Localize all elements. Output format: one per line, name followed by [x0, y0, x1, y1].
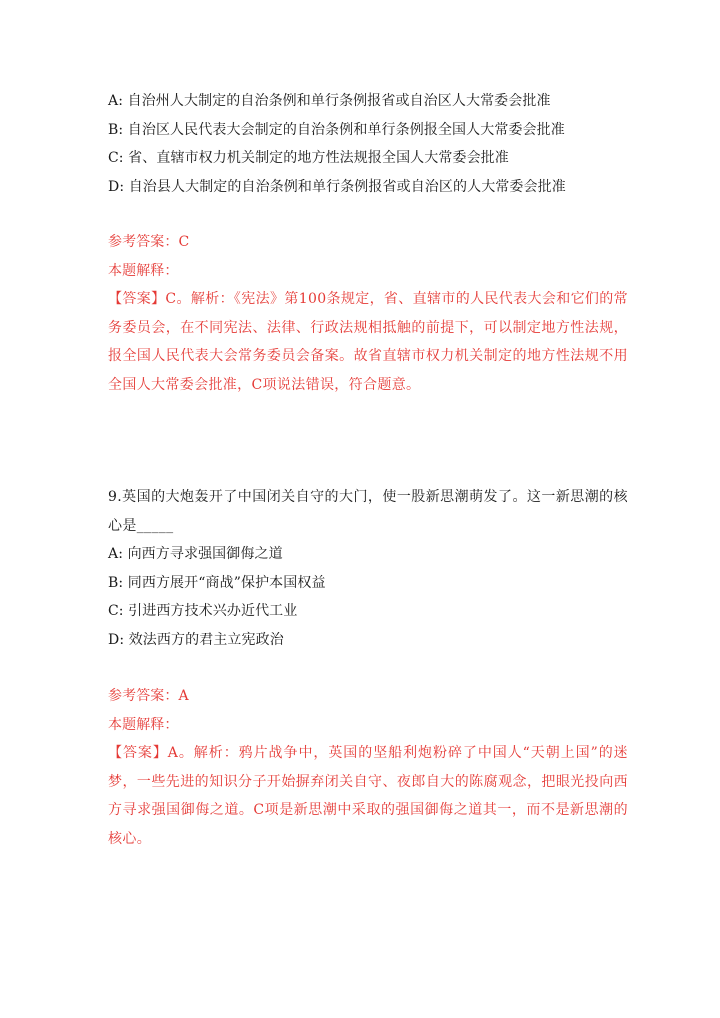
explanation-label: 本题解释：: [108, 262, 179, 279]
reference-answer: 参考答案：A: [108, 688, 189, 704]
question-9: [108, 483, 628, 654]
option-b: B: 自治区人民代表大会制定的自治条例和单行条例报全国人大常委会批准: [108, 121, 565, 138]
option-d: D: 效法西方的君主立宪政治: [108, 631, 284, 648]
explanation-label: 本题解释：: [108, 716, 179, 733]
answer-section-9: [108, 682, 628, 853]
explanation-text: 【答案】A。解析：鸦片战争中，英国的坚船利炮粉碎了中国人“天朝上国”的迷梦，一些先进的知识分子开始摒弃闭关自守、夜郎自大的陈腐观念，把眼光投向西方寻求强国御侮之道。C项是新思潮中采取的强国御侮之道其一，而不是新思潮的核心。: [108, 745, 628, 847]
reference-answer: 参考答案：C: [108, 234, 190, 250]
explanation-text: 【答案】C。解析：《宪法》第100条规定，省、直辖市的人民代表大会和它们的常务委员会，在不同宪法、法律、行政法规相抵触的前提下，可以制定地方性法规，报全国人民代表大会常务委员会备案。故省直辖市权力机关制定的地方性法规不用全国人大常委会批准，C项说法错误，符合题意。: [108, 291, 628, 393]
answer-section-prev: [108, 228, 628, 399]
option-c: C: 引进西方技术兴办近代工业: [108, 603, 298, 619]
option-d: D: 自治县人大制定的自治条例和单行条例报省或自治区的人大常委会批准: [108, 178, 566, 195]
option-a: A: 自治州人大制定的自治条例和单行条例报省或自治区人大常委会批准: [108, 93, 551, 109]
question-options-prev: [108, 87, 628, 201]
question-stem: 9.英国的大炮轰开了中国闭关自守的大门，使一股新思潮萌发了。这一新思潮的核心是_____: [108, 489, 628, 534]
option-a: A: 向西方寻求强国御侮之道: [108, 546, 283, 562]
option-b: B: 同西方展开“商战”保护本国权益: [108, 574, 326, 591]
option-c: C: 省、直辖市权力机关制定的地方性法规报全国人大常委会批准: [108, 150, 509, 166]
